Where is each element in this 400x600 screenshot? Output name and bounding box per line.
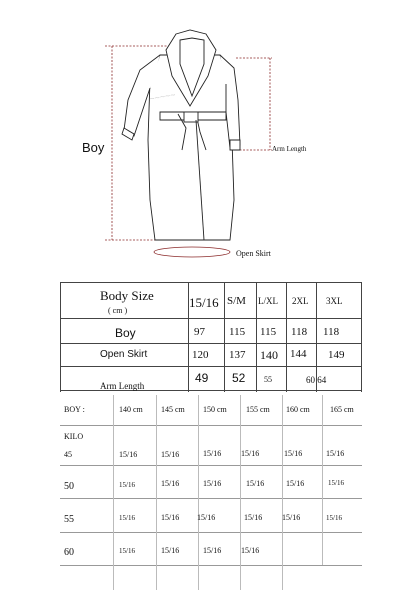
- table-cell: 140: [260, 348, 278, 362]
- row-label: Arm Length: [100, 381, 145, 391]
- height-header: 140 cm: [119, 405, 143, 414]
- table-line: [60, 532, 362, 533]
- table-cell: 118: [323, 326, 340, 338]
- robe-diagram: [0, 0, 400, 270]
- table-cell: 15/16: [246, 479, 265, 488]
- table-line: [60, 282, 61, 392]
- table-cell: 137: [229, 349, 246, 361]
- height-header: 160 cm: [286, 405, 310, 414]
- table-cell: 120: [192, 349, 209, 361]
- table-cell: 15/16: [161, 513, 180, 522]
- height-header: 155 cm: [246, 405, 270, 414]
- table-line: [224, 282, 225, 392]
- table-cell: 15/16: [203, 449, 222, 458]
- robe-outline: [122, 30, 240, 240]
- table-cell: 15/16: [241, 449, 260, 458]
- table-line: [60, 565, 362, 566]
- table-line: [60, 425, 362, 426]
- robe-illustration: [0, 0, 400, 270]
- table-line: [286, 282, 287, 392]
- table-cell: 15/16: [203, 546, 222, 555]
- body-size-title: Body Size: [100, 288, 154, 303]
- table-cell: 15/16: [244, 513, 263, 522]
- table-cell: 118: [291, 326, 308, 338]
- table-line: [240, 395, 241, 590]
- height-header: 150 cm: [203, 405, 227, 414]
- table-line: [113, 395, 114, 590]
- table-line: [60, 498, 362, 499]
- size-header: 2XL: [292, 296, 309, 306]
- table-cell: 15/16: [161, 450, 180, 459]
- row-label: Boy: [115, 326, 136, 340]
- table-line: [361, 282, 362, 392]
- open-skirt-label: Open Skirt: [236, 249, 271, 258]
- size-header: 3XL: [326, 296, 343, 306]
- table-line: [198, 395, 199, 590]
- table-line: [256, 282, 257, 392]
- table-cell: 115: [229, 326, 246, 338]
- body-size-unit: ( cm ): [108, 306, 128, 315]
- boy-kilo-table: [60, 395, 362, 590]
- row-label: Open Skirt: [100, 349, 148, 360]
- table-cell: 15/16: [241, 546, 260, 555]
- height-header: 165 cm: [330, 405, 354, 414]
- table-cell: 15/16: [119, 514, 135, 522]
- table-cell: 15/16: [119, 547, 135, 555]
- table-cell: 55: [264, 375, 272, 384]
- table-line: [282, 395, 283, 590]
- table-cell: 97: [194, 326, 205, 338]
- size-header: L/XL: [258, 296, 278, 306]
- kilo-value: 55: [64, 514, 74, 525]
- table-cell: 149: [328, 349, 345, 361]
- table-cell: 15/16: [328, 479, 344, 487]
- table-line: [60, 465, 362, 466]
- boy-label: Boy: [82, 140, 105, 155]
- size-table: [60, 282, 362, 392]
- kilo-label: KILO: [64, 432, 84, 441]
- table-cell: 15/16: [161, 479, 180, 488]
- table-cell: 144: [290, 348, 307, 360]
- table-cell: 15/16: [119, 450, 138, 459]
- arm-length-label: Arm Length: [272, 145, 307, 153]
- table-cell: 15/16: [286, 479, 305, 488]
- table-line: [156, 395, 157, 590]
- table-cell: 115: [260, 326, 277, 338]
- size-header: 15/16: [189, 295, 219, 310]
- table-cell: 52: [232, 371, 246, 385]
- table-cell: 15/16: [326, 449, 345, 458]
- table-cell: 15/16: [282, 513, 301, 522]
- watermark: ~~~~~: [148, 89, 177, 104]
- table-cell: 15/16: [326, 514, 342, 522]
- table-cell: 15/16: [161, 546, 180, 555]
- table-cell: 15/16: [284, 449, 303, 458]
- kilo-value: 60: [64, 547, 74, 558]
- table-cell: 15/16: [203, 479, 222, 488]
- table-line: [322, 395, 323, 565]
- table-cell: 15/16: [119, 481, 135, 489]
- table-cell: 15/16: [197, 513, 216, 522]
- size-header: S/M: [227, 295, 246, 307]
- kilo-value: 50: [64, 481, 74, 492]
- open-skirt-ellipse: [154, 247, 230, 257]
- table-cell: 49: [195, 371, 209, 385]
- kilo-value: 45: [64, 450, 72, 459]
- height-header: 145 cm: [161, 405, 185, 414]
- table-cell: 60 64: [306, 375, 327, 385]
- boy-label: BOY :: [64, 405, 85, 414]
